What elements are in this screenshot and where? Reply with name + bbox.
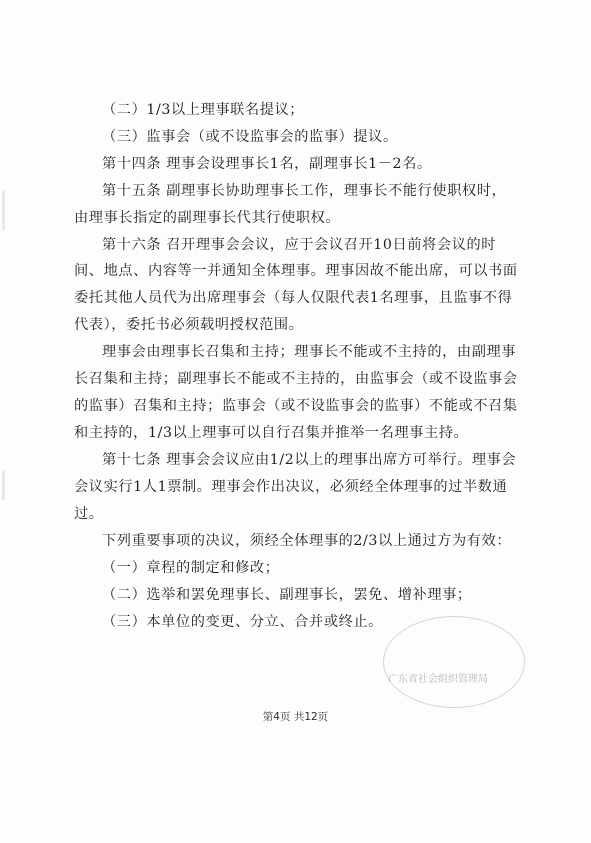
- page-number: 第4页 共12页: [262, 711, 329, 723]
- paragraph-line: 理事会由理事长召集和主持；理事长不能或不主持的，由副理事: [102, 344, 517, 360]
- scan-edge-mark: [2, 190, 5, 230]
- paragraph-line: 和主持的，1/3以上理事可以自行召集并推举一名理事主持。: [74, 425, 469, 441]
- scan-edge-mark: [2, 470, 5, 500]
- list-item: （二）选举和罢免理事长、副理事长，罢免、增补理事；: [102, 587, 472, 603]
- seal-text: 广东省社会组织管理局: [388, 674, 488, 685]
- official-seal: [383, 616, 525, 708]
- list-item: （三）本单位的变更、分立、合并或终止。: [102, 614, 383, 630]
- article-17-line: 会议实行1人1票制。理事会作出决议，必须经全体理事的过半数通: [74, 479, 508, 495]
- article-17-line: 过。: [74, 506, 104, 522]
- article-15-line: 由理事长指定的副理事长代其行使职权。: [74, 210, 341, 226]
- article-16-line: 第十六条 召开理事会会议，应于会议召开10日前将会议的时: [102, 237, 497, 253]
- article-16-line: 委托其他人员代为出席理事会（每人仅限代表1名理事，且监事不得: [74, 290, 513, 306]
- paragraph-line: 的监事）召集和主持；监事会（或不设监事会的监事）不能或不召集: [74, 398, 518, 414]
- list-item: （一）章程的制定和修改；: [102, 560, 280, 576]
- clause-line: （三）监事会（或不设监事会的监事）提议。: [102, 129, 398, 145]
- paragraph-line: 下列重要事项的决议，须经全体理事的2/3以上通过方为有效：: [102, 533, 512, 549]
- clause-line: （二）1/3以上理事联名提议；: [102, 102, 305, 118]
- article-15-line: 第十五条 副理事长协助理事长工作，理事长不能行使职权时，: [102, 183, 507, 199]
- article-16-line: 间、地点、内容等一并通知全体理事。理事因故不能出席，可以书面: [74, 263, 518, 279]
- article-17-line: 第十七条 理事会会议应由1/2以上的理事出席方可举行。理事会: [102, 452, 517, 468]
- article-14-line: 第十四条 理事会设理事长1名，副理事长1－2名。: [102, 156, 432, 172]
- paragraph-line: 长召集和主持；副理事长不能或不主持的，由监事会（或不设监事会: [74, 371, 518, 387]
- article-16-line: 代表），委托书必须载明授权范围。: [74, 317, 304, 333]
